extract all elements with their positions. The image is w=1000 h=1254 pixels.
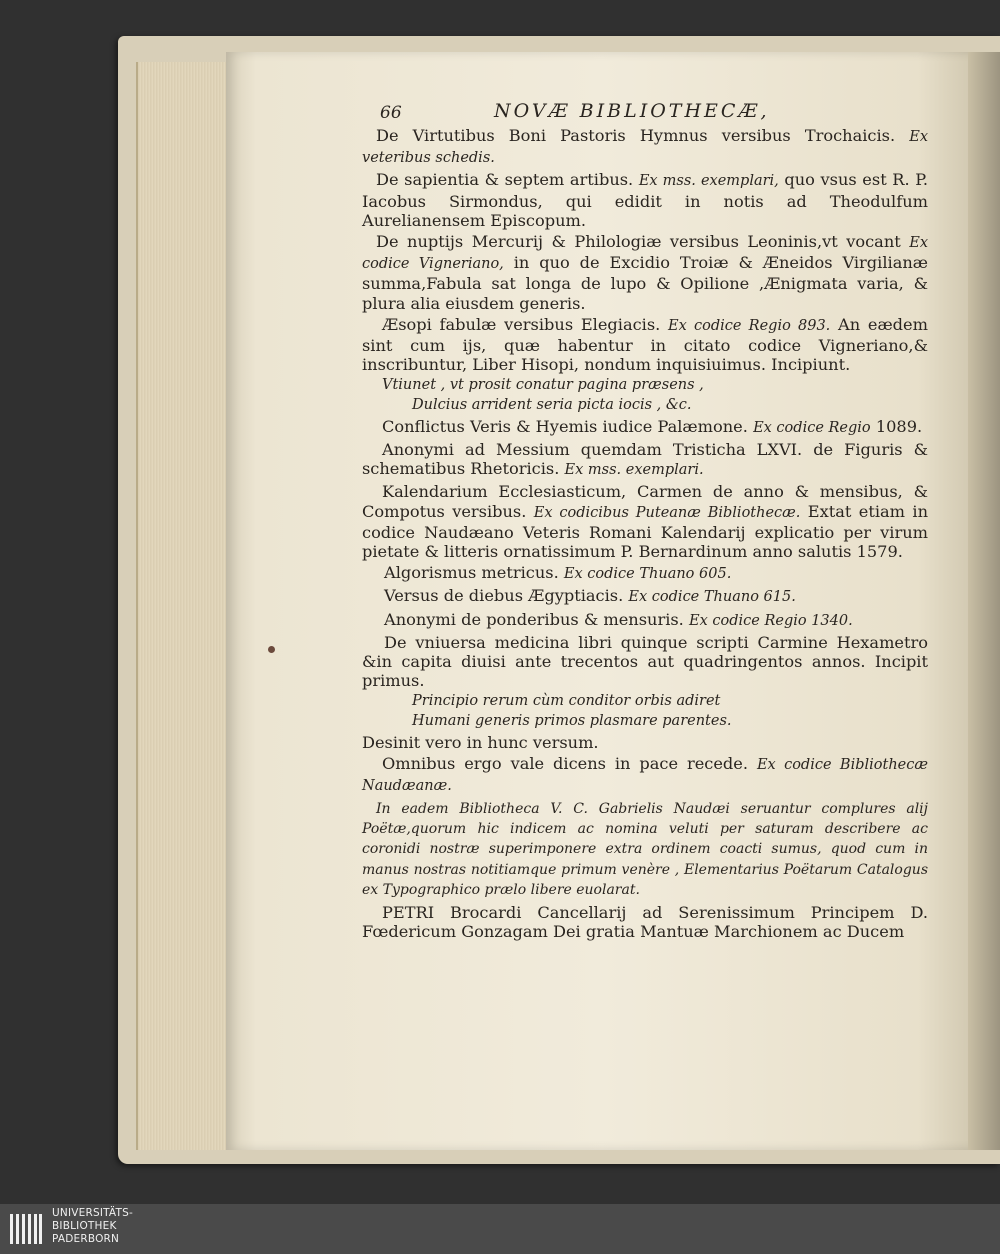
entry-note: quo vsus est R. P. Iacobus Sirmondus, qui edidit in notis ad Theodulfum Aurelianensem Episcopum.: [362, 170, 928, 230]
entry-source: Ex codice Regio 893.: [668, 317, 831, 334]
entry-title: Anonymi ad Messium quemdam Tristicha LXVI. de Figuris & schematibus Rhetoricis.: [362, 440, 928, 479]
ink-stain: [268, 646, 275, 653]
entry-title: De sapientia & septem artibus.: [376, 170, 634, 190]
verse-line: Vtiunet , vt prosit conatur pagina præsens ,: [382, 377, 704, 394]
entry: [362, 170, 928, 230]
verse-quote: [362, 692, 928, 730]
library-name-line: UNIVERSITÄTS-: [52, 1207, 133, 1219]
entry: [362, 482, 928, 561]
entry-title: Algorismus metricus.: [384, 563, 559, 583]
entry-title: Conflictus Veris & Hyemis iudice Palæmone.: [382, 416, 748, 436]
entry: [362, 563, 928, 584]
library-logo-icon: [8, 1208, 44, 1250]
page-text: [362, 100, 928, 943]
entry-title: Desinit vero in hunc versum.: [362, 732, 599, 752]
entry-source: Ex codice Thuano 615.: [628, 589, 796, 606]
library-name: [52, 1207, 133, 1246]
entry-title: Æsopi fabulæ versibus Elegiacis.: [382, 314, 661, 334]
entry-title: Kalendarium Ecclesiasticum, Carmen de anno & mensibus, & Compotus versibus.: [362, 482, 928, 521]
entry: [362, 633, 928, 691]
entry-source: Ex codice Vigneriano,: [362, 235, 928, 273]
entry-title: De nuptijs Mercurij & Philologiæ versibus Leoninis,vt vocant: [376, 232, 901, 252]
entry-note: An eædem sint cum ijs, quæ habentur in citato codice Vigneriano,& inscribuntur, Liber Hisopi, nondum inquisiuimus. Incipiunt.: [362, 314, 928, 375]
verse-quote: [362, 376, 928, 414]
entry: [362, 417, 928, 438]
gutter-shadow: [968, 52, 1000, 1150]
entry: [362, 586, 928, 607]
entry-note: in quo de Excidio Troiæ & Æneidos Virgilianæ summa,Fabula sat longa de lupo & Opilione ,Ænigmata varia, & plura alia eiusdem generis.: [362, 253, 928, 313]
entry-title: De vniuersa medicina libri quinque scripti Carmine Hexametro &in capita diuisi ante trecentos aut quadringentos annos. Incipit primus.: [362, 632, 928, 691]
entry: [362, 733, 928, 752]
entry-source: Ex veteribus schedis.: [362, 129, 928, 167]
entry-title: De Virtutibus Boni Pastoris Hymnus versibus Trochaicis.: [376, 126, 896, 145]
entry-note: Extat etiam in codice Naudæano Veteris Romani Kalendarij explicatio per virum pietate & litteris ornatissimum P. Bernardinum anno salutis 1579.: [362, 501, 929, 562]
entry: [362, 440, 928, 480]
entry-source: Ex codice Regio 1340.: [689, 612, 853, 629]
entry: [362, 126, 928, 168]
italic-note: In eadem Bibliotheca V. C. Gabrielis Naudæi seruantur complures alij Poëtæ,quorum hic indicem ac nomina veluti per saturam describere ac coronidi nostræ superimponere extra ordinem coacti sumus, quod cum in manus nostras notitiamque primum venère , Elementarius Poëtarum Catalogus ex Typographico prælo libere euolarat.: [362, 800, 928, 899]
page-number: 66: [380, 103, 402, 123]
entry-source: Ex mss. exemplari,: [638, 173, 779, 190]
entry-title: Anonymi de ponderibus & mensuris.: [384, 609, 684, 629]
entry-source: Ex codicibus Puteanæ Bibliothecæ.: [533, 504, 801, 521]
last-entry: PETRI Brocardi Cancellarij ad Serenissimum Principem D. Fœdericum Gonzagam Dei gratia Mantuæ Marchionem ac Ducem: [362, 902, 928, 941]
entry: [362, 754, 928, 796]
entry-source: Ex mss. exemplari.: [564, 462, 704, 479]
entry-title: Versus de diebus Ægyptiacis.: [384, 586, 624, 606]
verse-line: Principio rerum cùm conditor orbis adiret: [412, 693, 721, 710]
entry-source: Ex codice Regio: [753, 419, 871, 436]
entry-title: Omnibus ergo vale dicens in pace recede.: [382, 754, 749, 774]
library-name-line: BIBLIOTHEK: [52, 1220, 117, 1232]
entry-source: Ex codice Bibliothecæ Naudæanæ.: [362, 757, 929, 795]
verse-line: Dulcius arrident seria picta iocis , &c.: [412, 396, 692, 413]
verse-line: Humani generis primos plasmare parentes.: [412, 712, 732, 729]
page-edges: [136, 62, 230, 1150]
library-name-line: PADERBORN: [52, 1233, 120, 1245]
library-footer: [0, 1204, 1000, 1254]
running-header: [378, 100, 928, 126]
entry: [362, 315, 928, 375]
entry: [362, 610, 928, 631]
entry-source: Ex codice Thuano 605.: [563, 566, 732, 583]
entry: [362, 232, 928, 313]
running-head: NOVÆ BIBLIOTHECÆ,: [494, 100, 770, 122]
entry-note: 1089.: [875, 416, 923, 436]
